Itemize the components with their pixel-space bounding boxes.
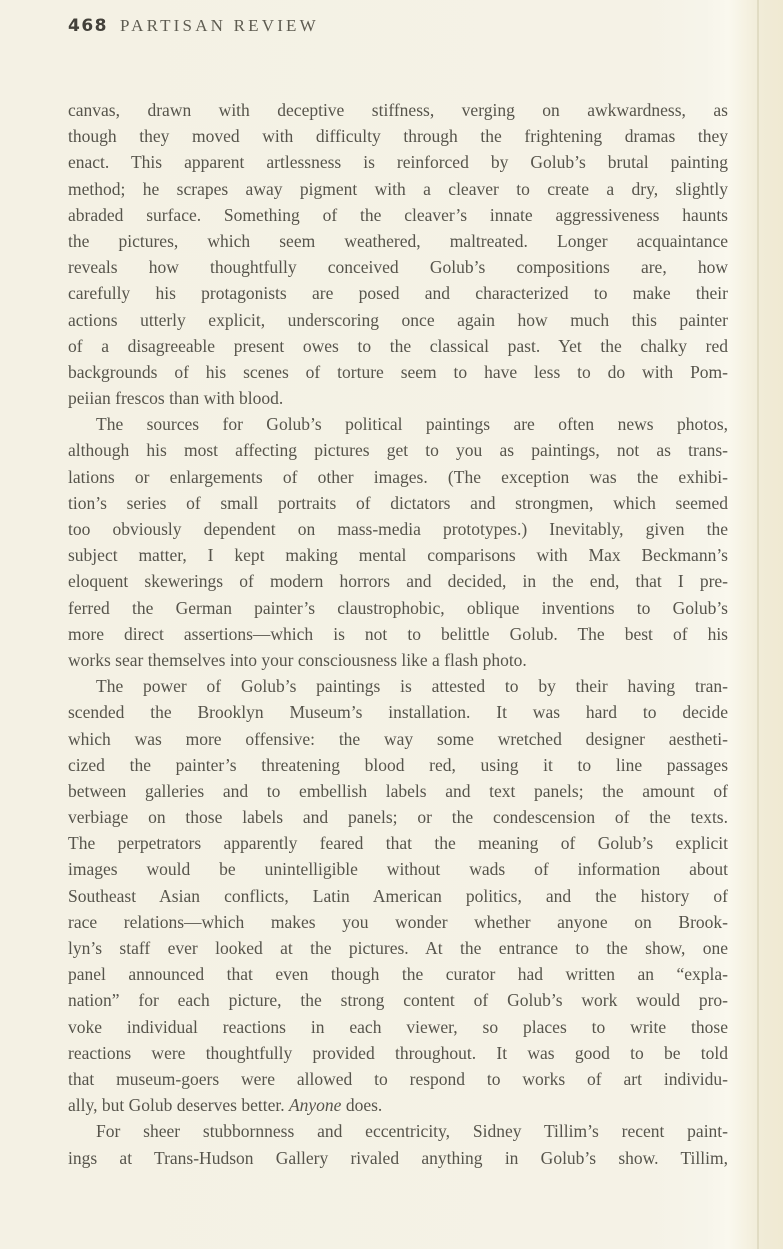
- text-line: method; he scrapes away pigment with a cleaver to create a dry, slightly: [68, 178, 728, 199]
- text-line: lations or enlargements of other images. (The exception was the exhibi-: [68, 466, 728, 487]
- text-line: images would be unintelligible without wads of information about: [68, 859, 728, 880]
- paragraph: [68, 1118, 728, 1170]
- text-line: the pictures, which seem weathered, maltreated. Longer acquaintance: [68, 230, 728, 251]
- text-line: panel announced that even though the curator had written an “expla-: [68, 964, 728, 985]
- body-text: [68, 97, 728, 1171]
- text-line: The sources for Golub’s political paintings are often news photos,: [96, 414, 728, 435]
- text-line: The power of Golub’s paintings is attested to by their having tran-: [96, 676, 728, 697]
- text-line: lyn’s staff ever looked at the pictures. At the entrance to the show, one: [68, 938, 728, 958]
- paragraph: [68, 411, 728, 673]
- text-line: though they moved with difficulty through the frightening dramas they: [68, 126, 728, 147]
- paragraph: [68, 97, 728, 411]
- text-line: nation” for each picture, the strong content of Golub’s work would pro-: [68, 990, 728, 1011]
- text-line: carefully his protagonists are posed and characterized to make their: [68, 283, 728, 304]
- journal-title: PARTISAN REVIEW: [120, 16, 319, 35]
- text-line: between galleries and to embellish labels and text panels; the amount of: [68, 780, 728, 801]
- text-line: reveals how thoughtfully conceived Golub’s compositions are, how: [68, 257, 728, 278]
- text-line: Southeast Asian conflicts, Latin American politics, and the history of: [68, 885, 728, 906]
- text-line: race relations—which makes you wonder whether anyone on Brook-: [68, 911, 728, 932]
- text-line: ally, but Golub deserves better. Anyone does.: [68, 1095, 383, 1116]
- text-line: verbiage on those labels and panels; or the condescension of the texts.: [68, 807, 728, 828]
- text-line: although his most affecting pictures get to you as paintings, not as trans-: [68, 440, 728, 461]
- paragraph: [68, 673, 728, 1118]
- text-line: more direct assertions—which is not to belittle Golub. The best of his: [68, 623, 728, 644]
- text-line: which was more offensive: the way some wretched designer aestheti-: [68, 728, 728, 749]
- text-line: tion’s series of small portraits of dictators and strongmen, which seemed: [68, 492, 728, 513]
- text-line: eloquent skewerings of modern horrors and decided, in the end, that I pre-: [68, 571, 728, 592]
- text-line: The perpetrators apparently feared that the meaning of Golub’s explicit: [68, 833, 728, 854]
- text-line: subject matter, I kept making mental comparisons with Max Beckmann’s: [68, 545, 728, 566]
- text-line: For sheer stubbornness and eccentricity, Sidney Tillim’s recent paint-: [96, 1121, 728, 1142]
- text-line: too obviously dependent on mass-media prototypes.) Inevitably, given the: [68, 519, 728, 539]
- text-line: abraded surface. Something of the cleaver’s innate aggressiveness haunts: [68, 204, 728, 225]
- running-head: [68, 16, 319, 36]
- text-line: ings at Trans-Hudson Gallery rivaled anything in Golub’s show. Tillim,: [68, 1147, 728, 1168]
- page-number: 468: [68, 16, 108, 36]
- text-line: enact. This apparent artlessness is reinforced by Golub’s brutal painting: [68, 152, 728, 173]
- text-line: canvas, drawn with deceptive stiffness, verging on awkwardness, as: [68, 100, 728, 120]
- text-line: reactions were thoughtfully provided throughout. It was good to be told: [68, 1042, 728, 1063]
- text-line: works sear themselves into your consciousness like a flash photo.: [68, 649, 527, 670]
- text-line: scended the Brooklyn Museum’s installation. It was hard to decide: [68, 702, 728, 723]
- text-line: cized the painter’s threatening blood red, using it to line passages: [68, 754, 728, 775]
- text-line: voke individual reactions in each viewer, so places to write those: [68, 1016, 728, 1037]
- text-line: of a disagreeable present owes to the classical past. Yet the chalky red: [68, 335, 728, 356]
- page-edge-shadow: [757, 0, 759, 1249]
- text-line: ferred the German painter’s claustrophobic, oblique inventions to Golub’s: [68, 597, 728, 618]
- text-line: backgrounds of his scenes of torture seem to have less to do with Pom-: [68, 361, 728, 382]
- text-line: peiian frescos than with blood.: [68, 388, 284, 409]
- text-line: that museum-goers were allowed to respond to works of art individu-: [68, 1068, 728, 1089]
- text-line: actions utterly explicit, underscoring once again how much this painter: [68, 309, 728, 330]
